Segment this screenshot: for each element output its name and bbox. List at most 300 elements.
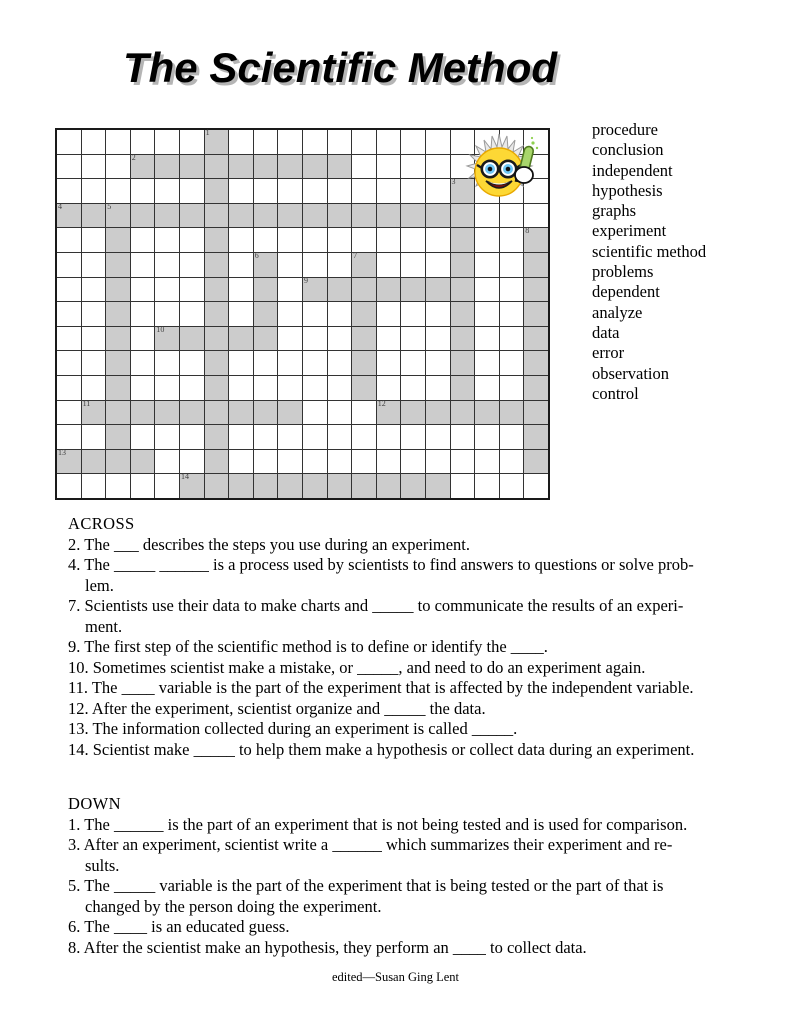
crossword-cell[interactable] bbox=[475, 449, 500, 474]
crossword-cell[interactable] bbox=[376, 474, 401, 499]
crossword-cell[interactable] bbox=[352, 449, 377, 474]
crossword-cell[interactable] bbox=[130, 228, 155, 253]
crossword-cell[interactable] bbox=[253, 351, 278, 376]
crossword-cell[interactable] bbox=[179, 351, 204, 376]
crossword-cell[interactable] bbox=[499, 203, 524, 228]
crossword-cell[interactable] bbox=[130, 129, 155, 154]
crossword-cell[interactable] bbox=[204, 302, 229, 327]
crossword-cell[interactable] bbox=[450, 375, 475, 400]
crossword-cell[interactable] bbox=[475, 179, 500, 204]
crossword-cell[interactable] bbox=[524, 252, 549, 277]
crossword-cell[interactable] bbox=[327, 129, 352, 154]
crossword-cell[interactable] bbox=[253, 203, 278, 228]
crossword-cell[interactable] bbox=[229, 129, 254, 154]
crossword-cell[interactable] bbox=[204, 179, 229, 204]
crossword-cell[interactable] bbox=[229, 302, 254, 327]
crossword-cell[interactable] bbox=[56, 474, 81, 499]
crossword-cell[interactable] bbox=[155, 375, 180, 400]
crossword-cell[interactable] bbox=[425, 179, 450, 204]
crossword-cell[interactable] bbox=[450, 449, 475, 474]
crossword-cell[interactable] bbox=[524, 375, 549, 400]
crossword-cell[interactable] bbox=[499, 326, 524, 351]
crossword-cell[interactable] bbox=[253, 474, 278, 499]
crossword-cell[interactable] bbox=[56, 425, 81, 450]
crossword-cell[interactable] bbox=[229, 400, 254, 425]
crossword-cell[interactable] bbox=[253, 302, 278, 327]
crossword-cell[interactable] bbox=[155, 302, 180, 327]
crossword-cell[interactable] bbox=[179, 302, 204, 327]
crossword-cell[interactable] bbox=[278, 277, 303, 302]
crossword-cell[interactable] bbox=[524, 400, 549, 425]
crossword-cell[interactable] bbox=[81, 375, 106, 400]
crossword-cell[interactable] bbox=[499, 375, 524, 400]
crossword-cell[interactable] bbox=[204, 252, 229, 277]
crossword-cell[interactable] bbox=[229, 449, 254, 474]
crossword-cell[interactable] bbox=[376, 203, 401, 228]
crossword-cell[interactable] bbox=[278, 154, 303, 179]
crossword-cell[interactable] bbox=[302, 400, 327, 425]
crossword-cell[interactable] bbox=[204, 203, 229, 228]
crossword-cell[interactable] bbox=[155, 154, 180, 179]
crossword-cell[interactable] bbox=[204, 351, 229, 376]
crossword-cell[interactable] bbox=[229, 474, 254, 499]
crossword-cell[interactable] bbox=[106, 326, 131, 351]
crossword-cell[interactable] bbox=[229, 179, 254, 204]
crossword-cell[interactable] bbox=[499, 474, 524, 499]
crossword-cell[interactable] bbox=[81, 203, 106, 228]
crossword-cell[interactable] bbox=[204, 449, 229, 474]
crossword-cell[interactable] bbox=[130, 449, 155, 474]
crossword-cell[interactable] bbox=[450, 277, 475, 302]
crossword-cell[interactable] bbox=[425, 351, 450, 376]
crossword-cell[interactable] bbox=[524, 449, 549, 474]
crossword-cell[interactable] bbox=[155, 326, 180, 351]
crossword-table[interactable] bbox=[55, 128, 550, 500]
crossword-cell[interactable] bbox=[302, 326, 327, 351]
crossword-cell[interactable] bbox=[425, 252, 450, 277]
crossword-cell[interactable] bbox=[81, 179, 106, 204]
crossword-cell[interactable] bbox=[302, 425, 327, 450]
crossword-cell[interactable] bbox=[401, 375, 426, 400]
crossword-cell[interactable] bbox=[302, 351, 327, 376]
crossword-cell[interactable] bbox=[352, 400, 377, 425]
crossword-cell[interactable] bbox=[278, 302, 303, 327]
crossword-cell[interactable] bbox=[278, 474, 303, 499]
crossword-cell[interactable] bbox=[327, 326, 352, 351]
crossword-cell[interactable] bbox=[499, 425, 524, 450]
crossword-cell[interactable] bbox=[81, 277, 106, 302]
crossword-cell[interactable] bbox=[179, 425, 204, 450]
crossword-cell[interactable] bbox=[130, 326, 155, 351]
crossword-grid[interactable] bbox=[55, 128, 550, 500]
crossword-cell[interactable] bbox=[81, 425, 106, 450]
crossword-cell[interactable] bbox=[155, 179, 180, 204]
crossword-cell[interactable] bbox=[425, 474, 450, 499]
crossword-cell[interactable] bbox=[475, 252, 500, 277]
crossword-cell[interactable] bbox=[229, 203, 254, 228]
crossword-cell[interactable] bbox=[524, 425, 549, 450]
crossword-cell[interactable] bbox=[253, 228, 278, 253]
crossword-cell[interactable] bbox=[401, 154, 426, 179]
crossword-cell[interactable] bbox=[450, 228, 475, 253]
crossword-cell[interactable] bbox=[302, 277, 327, 302]
crossword-cell[interactable] bbox=[327, 375, 352, 400]
crossword-cell[interactable] bbox=[204, 277, 229, 302]
crossword-cell[interactable] bbox=[130, 154, 155, 179]
crossword-cell[interactable] bbox=[499, 400, 524, 425]
crossword-cell[interactable] bbox=[352, 179, 377, 204]
crossword-cell[interactable] bbox=[130, 400, 155, 425]
crossword-cell[interactable] bbox=[327, 179, 352, 204]
crossword-cell[interactable] bbox=[475, 326, 500, 351]
crossword-cell[interactable] bbox=[401, 474, 426, 499]
crossword-cell[interactable] bbox=[376, 351, 401, 376]
crossword-cell[interactable] bbox=[278, 326, 303, 351]
crossword-cell[interactable] bbox=[253, 400, 278, 425]
crossword-cell[interactable] bbox=[327, 351, 352, 376]
crossword-cell[interactable] bbox=[376, 277, 401, 302]
crossword-cell[interactable] bbox=[302, 449, 327, 474]
crossword-cell[interactable] bbox=[81, 129, 106, 154]
crossword-cell[interactable] bbox=[524, 474, 549, 499]
crossword-cell[interactable] bbox=[106, 228, 131, 253]
crossword-cell[interactable] bbox=[499, 252, 524, 277]
crossword-cell[interactable] bbox=[81, 400, 106, 425]
crossword-cell[interactable] bbox=[401, 400, 426, 425]
crossword-cell[interactable] bbox=[499, 228, 524, 253]
crossword-cell[interactable] bbox=[106, 129, 131, 154]
crossword-cell[interactable] bbox=[253, 129, 278, 154]
crossword-cell[interactable] bbox=[450, 129, 475, 154]
crossword-cell[interactable] bbox=[130, 302, 155, 327]
crossword-cell[interactable] bbox=[179, 154, 204, 179]
crossword-cell[interactable] bbox=[376, 375, 401, 400]
crossword-cell[interactable] bbox=[253, 154, 278, 179]
crossword-cell[interactable] bbox=[229, 326, 254, 351]
crossword-cell[interactable] bbox=[327, 474, 352, 499]
crossword-cell[interactable] bbox=[302, 252, 327, 277]
crossword-cell[interactable] bbox=[204, 474, 229, 499]
crossword-cell[interactable] bbox=[376, 326, 401, 351]
crossword-cell[interactable] bbox=[56, 302, 81, 327]
crossword-cell[interactable] bbox=[450, 252, 475, 277]
crossword-cell[interactable] bbox=[278, 375, 303, 400]
crossword-cell[interactable] bbox=[106, 252, 131, 277]
crossword-cell[interactable] bbox=[450, 302, 475, 327]
crossword-cell[interactable] bbox=[302, 474, 327, 499]
crossword-cell[interactable] bbox=[278, 400, 303, 425]
crossword-cell[interactable] bbox=[179, 179, 204, 204]
crossword-cell[interactable] bbox=[450, 351, 475, 376]
crossword-cell[interactable] bbox=[155, 449, 180, 474]
crossword-cell[interactable] bbox=[524, 179, 549, 204]
crossword-cell[interactable] bbox=[81, 474, 106, 499]
crossword-cell[interactable] bbox=[204, 326, 229, 351]
crossword-cell[interactable] bbox=[524, 326, 549, 351]
crossword-cell[interactable] bbox=[475, 375, 500, 400]
crossword-cell[interactable] bbox=[56, 228, 81, 253]
crossword-cell[interactable] bbox=[204, 400, 229, 425]
crossword-cell[interactable] bbox=[56, 351, 81, 376]
crossword-cell[interactable] bbox=[475, 129, 500, 154]
crossword-cell[interactable] bbox=[106, 203, 131, 228]
crossword-cell[interactable] bbox=[106, 302, 131, 327]
crossword-cell[interactable] bbox=[81, 302, 106, 327]
crossword-cell[interactable] bbox=[302, 228, 327, 253]
crossword-cell[interactable] bbox=[425, 302, 450, 327]
crossword-cell[interactable] bbox=[56, 203, 81, 228]
crossword-cell[interactable] bbox=[229, 228, 254, 253]
crossword-cell[interactable] bbox=[475, 425, 500, 450]
crossword-cell[interactable] bbox=[376, 400, 401, 425]
crossword-cell[interactable] bbox=[376, 179, 401, 204]
crossword-cell[interactable] bbox=[327, 449, 352, 474]
crossword-cell[interactable] bbox=[56, 129, 81, 154]
crossword-cell[interactable] bbox=[130, 474, 155, 499]
crossword-cell[interactable] bbox=[253, 375, 278, 400]
crossword-cell[interactable] bbox=[524, 129, 549, 154]
crossword-cell[interactable] bbox=[229, 375, 254, 400]
crossword-cell[interactable] bbox=[352, 425, 377, 450]
crossword-cell[interactable] bbox=[352, 154, 377, 179]
crossword-cell[interactable] bbox=[56, 179, 81, 204]
crossword-cell[interactable] bbox=[376, 302, 401, 327]
crossword-cell[interactable] bbox=[155, 252, 180, 277]
crossword-cell[interactable] bbox=[401, 179, 426, 204]
crossword-cell[interactable] bbox=[352, 302, 377, 327]
crossword-cell[interactable] bbox=[327, 277, 352, 302]
crossword-cell[interactable] bbox=[475, 277, 500, 302]
crossword-cell[interactable] bbox=[425, 400, 450, 425]
crossword-cell[interactable] bbox=[302, 154, 327, 179]
crossword-cell[interactable] bbox=[450, 425, 475, 450]
crossword-cell[interactable] bbox=[425, 129, 450, 154]
crossword-cell[interactable] bbox=[179, 277, 204, 302]
crossword-cell[interactable] bbox=[352, 129, 377, 154]
crossword-cell[interactable] bbox=[179, 449, 204, 474]
crossword-cell[interactable] bbox=[204, 129, 229, 154]
crossword-cell[interactable] bbox=[401, 302, 426, 327]
crossword-cell[interactable] bbox=[253, 277, 278, 302]
crossword-cell[interactable] bbox=[499, 302, 524, 327]
crossword-cell[interactable] bbox=[56, 154, 81, 179]
crossword-cell[interactable] bbox=[81, 154, 106, 179]
crossword-cell[interactable] bbox=[106, 474, 131, 499]
crossword-cell[interactable] bbox=[352, 228, 377, 253]
crossword-cell[interactable] bbox=[524, 302, 549, 327]
crossword-cell[interactable] bbox=[278, 129, 303, 154]
crossword-cell[interactable] bbox=[106, 449, 131, 474]
crossword-cell[interactable] bbox=[106, 375, 131, 400]
crossword-cell[interactable] bbox=[253, 449, 278, 474]
crossword-cell[interactable] bbox=[376, 129, 401, 154]
crossword-cell[interactable] bbox=[499, 179, 524, 204]
crossword-cell[interactable] bbox=[401, 277, 426, 302]
crossword-cell[interactable] bbox=[327, 425, 352, 450]
crossword-cell[interactable] bbox=[450, 474, 475, 499]
crossword-cell[interactable] bbox=[229, 351, 254, 376]
crossword-cell[interactable] bbox=[106, 179, 131, 204]
crossword-cell[interactable] bbox=[204, 154, 229, 179]
crossword-cell[interactable] bbox=[524, 203, 549, 228]
crossword-cell[interactable] bbox=[376, 252, 401, 277]
crossword-cell[interactable] bbox=[376, 154, 401, 179]
crossword-cell[interactable] bbox=[81, 351, 106, 376]
crossword-cell[interactable] bbox=[499, 449, 524, 474]
crossword-cell[interactable] bbox=[425, 425, 450, 450]
crossword-cell[interactable] bbox=[56, 252, 81, 277]
crossword-cell[interactable] bbox=[229, 277, 254, 302]
crossword-cell[interactable] bbox=[401, 203, 426, 228]
crossword-cell[interactable] bbox=[253, 252, 278, 277]
crossword-cell[interactable] bbox=[155, 228, 180, 253]
crossword-cell[interactable] bbox=[425, 203, 450, 228]
crossword-cell[interactable] bbox=[352, 277, 377, 302]
crossword-cell[interactable] bbox=[376, 228, 401, 253]
crossword-cell[interactable] bbox=[130, 203, 155, 228]
crossword-cell[interactable] bbox=[352, 474, 377, 499]
crossword-cell[interactable] bbox=[327, 400, 352, 425]
crossword-cell[interactable] bbox=[524, 154, 549, 179]
crossword-cell[interactable] bbox=[56, 326, 81, 351]
crossword-cell[interactable] bbox=[401, 449, 426, 474]
crossword-cell[interactable] bbox=[302, 302, 327, 327]
crossword-cell[interactable] bbox=[155, 351, 180, 376]
crossword-cell[interactable] bbox=[499, 277, 524, 302]
crossword-cell[interactable] bbox=[499, 154, 524, 179]
crossword-cell[interactable] bbox=[204, 375, 229, 400]
crossword-cell[interactable] bbox=[425, 375, 450, 400]
crossword-cell[interactable] bbox=[524, 351, 549, 376]
crossword-cell[interactable] bbox=[179, 375, 204, 400]
crossword-cell[interactable] bbox=[179, 326, 204, 351]
crossword-cell[interactable] bbox=[278, 228, 303, 253]
crossword-cell[interactable] bbox=[130, 351, 155, 376]
crossword-cell[interactable] bbox=[155, 203, 180, 228]
crossword-cell[interactable] bbox=[450, 179, 475, 204]
crossword-cell[interactable] bbox=[401, 228, 426, 253]
crossword-cell[interactable] bbox=[204, 228, 229, 253]
crossword-cell[interactable] bbox=[475, 400, 500, 425]
crossword-cell[interactable] bbox=[376, 449, 401, 474]
crossword-cell[interactable] bbox=[352, 203, 377, 228]
crossword-cell[interactable] bbox=[499, 351, 524, 376]
crossword-cell[interactable] bbox=[229, 425, 254, 450]
crossword-cell[interactable] bbox=[56, 449, 81, 474]
crossword-cell[interactable] bbox=[179, 400, 204, 425]
crossword-cell[interactable] bbox=[56, 277, 81, 302]
crossword-cell[interactable] bbox=[229, 154, 254, 179]
crossword-cell[interactable] bbox=[327, 302, 352, 327]
crossword-cell[interactable] bbox=[81, 228, 106, 253]
crossword-cell[interactable] bbox=[401, 425, 426, 450]
crossword-cell[interactable] bbox=[81, 449, 106, 474]
crossword-cell[interactable] bbox=[179, 252, 204, 277]
crossword-cell[interactable] bbox=[81, 326, 106, 351]
crossword-cell[interactable] bbox=[376, 425, 401, 450]
crossword-cell[interactable] bbox=[155, 129, 180, 154]
crossword-cell[interactable] bbox=[155, 425, 180, 450]
crossword-cell[interactable] bbox=[253, 326, 278, 351]
crossword-cell[interactable] bbox=[327, 228, 352, 253]
crossword-cell[interactable] bbox=[450, 400, 475, 425]
crossword-cell[interactable] bbox=[179, 203, 204, 228]
crossword-cell[interactable] bbox=[425, 277, 450, 302]
crossword-cell[interactable] bbox=[524, 228, 549, 253]
crossword-cell[interactable] bbox=[278, 179, 303, 204]
crossword-cell[interactable] bbox=[130, 277, 155, 302]
crossword-cell[interactable] bbox=[155, 400, 180, 425]
crossword-cell[interactable] bbox=[56, 375, 81, 400]
crossword-cell[interactable] bbox=[278, 351, 303, 376]
crossword-cell[interactable] bbox=[278, 449, 303, 474]
crossword-cell[interactable] bbox=[401, 351, 426, 376]
crossword-cell[interactable] bbox=[179, 474, 204, 499]
crossword-cell[interactable] bbox=[352, 375, 377, 400]
crossword-cell[interactable] bbox=[475, 302, 500, 327]
crossword-cell[interactable] bbox=[352, 326, 377, 351]
crossword-cell[interactable] bbox=[106, 425, 131, 450]
crossword-cell[interactable] bbox=[499, 129, 524, 154]
crossword-cell[interactable] bbox=[450, 203, 475, 228]
crossword-cell[interactable] bbox=[475, 154, 500, 179]
crossword-cell[interactable] bbox=[524, 277, 549, 302]
crossword-cell[interactable] bbox=[327, 154, 352, 179]
crossword-cell[interactable] bbox=[106, 400, 131, 425]
crossword-cell[interactable] bbox=[327, 252, 352, 277]
crossword-cell[interactable] bbox=[130, 252, 155, 277]
crossword-cell[interactable] bbox=[450, 154, 475, 179]
crossword-cell[interactable] bbox=[425, 154, 450, 179]
crossword-cell[interactable] bbox=[425, 228, 450, 253]
crossword-cell[interactable] bbox=[352, 252, 377, 277]
crossword-cell[interactable] bbox=[179, 129, 204, 154]
crossword-cell[interactable] bbox=[475, 228, 500, 253]
crossword-cell[interactable] bbox=[106, 154, 131, 179]
crossword-cell[interactable] bbox=[475, 474, 500, 499]
crossword-cell[interactable] bbox=[475, 351, 500, 376]
crossword-cell[interactable] bbox=[302, 203, 327, 228]
crossword-cell[interactable] bbox=[130, 425, 155, 450]
crossword-cell[interactable] bbox=[425, 449, 450, 474]
crossword-cell[interactable] bbox=[155, 474, 180, 499]
crossword-cell[interactable] bbox=[229, 252, 254, 277]
crossword-cell[interactable] bbox=[106, 351, 131, 376]
crossword-cell[interactable] bbox=[302, 129, 327, 154]
crossword-cell[interactable] bbox=[56, 400, 81, 425]
crossword-cell[interactable] bbox=[425, 326, 450, 351]
crossword-cell[interactable] bbox=[179, 228, 204, 253]
crossword-cell[interactable] bbox=[401, 326, 426, 351]
crossword-cell[interactable] bbox=[204, 425, 229, 450]
crossword-cell[interactable] bbox=[450, 326, 475, 351]
crossword-cell[interactable] bbox=[253, 179, 278, 204]
crossword-cell[interactable] bbox=[130, 375, 155, 400]
crossword-cell[interactable] bbox=[155, 277, 180, 302]
crossword-cell[interactable] bbox=[475, 203, 500, 228]
crossword-cell[interactable] bbox=[302, 375, 327, 400]
crossword-cell[interactable] bbox=[278, 425, 303, 450]
crossword-cell[interactable] bbox=[106, 277, 131, 302]
crossword-cell[interactable] bbox=[401, 129, 426, 154]
crossword-cell[interactable] bbox=[352, 351, 377, 376]
crossword-cell[interactable] bbox=[81, 252, 106, 277]
crossword-cell[interactable] bbox=[278, 252, 303, 277]
crossword-cell[interactable] bbox=[327, 203, 352, 228]
crossword-cell[interactable] bbox=[278, 203, 303, 228]
crossword-cell[interactable] bbox=[130, 179, 155, 204]
crossword-cell[interactable] bbox=[302, 179, 327, 204]
